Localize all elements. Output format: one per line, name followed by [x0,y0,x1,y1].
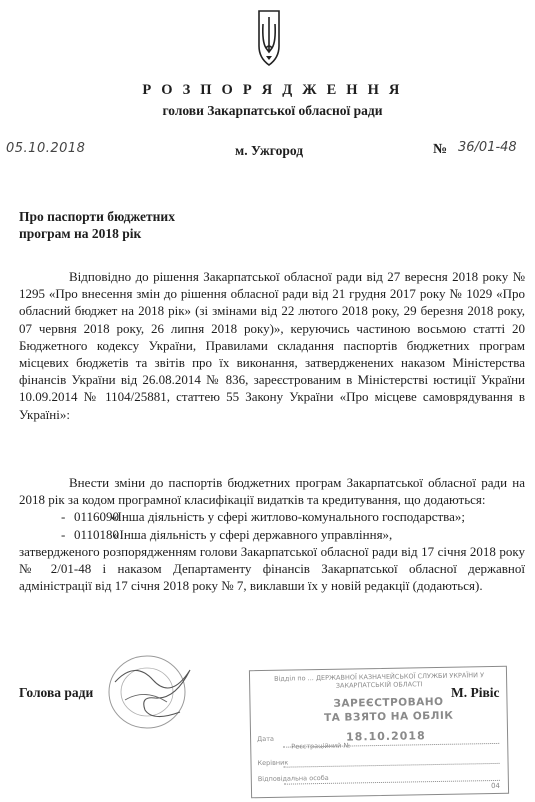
stamp-authority: Відділ по ... ДЕРЖАВНОЇ КАЗНАЧЕЙСЬКОЇ СЛУЖБИ УКРАЇНИ У ЗАКАРПАТСЬКІЙ ОБЛАСТІ [274,671,485,690]
document-subject [19,208,175,242]
program-name: «Інша діяльність у сфері житлово-комунального господарства»; [111,509,466,525]
stamp-page-number: 04 [490,781,501,791]
subject-line-2: програм на 2018 рік [19,226,142,241]
preamble-paragraph [19,268,525,423]
program-code: 0116090 [74,509,120,525]
document-number-label: № [433,142,448,157]
stamp-head-label: Керівник [257,758,289,768]
list-dash: - [61,509,66,525]
closing-text: затвердженого розпорядженням голови Закарпатської обласної ради від 17 січня 2018 року № 2/01-48 і наказом Департаменту фінансів Закарпатської обласної державної адміністрації від 17 січня 2018 року № 7, виклавши їх у новій редакції (додаються). [19,543,525,594]
document-number: 36/01-48 [458,140,517,155]
stamp-divider [284,763,500,768]
order-intro-text: Внести зміни до паспортів бюджетних програм Закарпатської обласної ради на 2018 рік за кодом програмної класифікації видатків та кредитування, що додаються: [19,475,525,508]
stamp-date: 18.10.2018 [345,729,426,744]
document-title: Р О З П О Р Я Д Ж Е Н Н Я [142,82,403,98]
stamp-title [280,694,496,726]
trident-coat-of-arms-icon [256,8,282,68]
stamp-title-line2: ТА ВЗЯТО НА ОБЛІК [323,709,454,724]
program-code: 0110180 [74,526,120,542]
stamp-title-line1: ЗАРЕЄСТРОВАНО [333,695,444,710]
document-subtitle: голови Закарпатської обласної ради [162,103,383,118]
list-dash: - [61,526,66,542]
registration-stamp [249,666,509,798]
signatory-position: Голова ради [19,685,94,700]
handwritten-signature [95,640,225,750]
stamp-date-label: Дата [257,734,275,744]
list-item [19,526,525,543]
document-city: м. Ужгород [235,143,304,158]
program-name: «Інша діяльність у сфері державного управління», [113,526,393,542]
signatory-name: М. Рівіс [451,685,500,700]
preamble-text: Відповідно до рішення Закарпатської обласної ради від 27 вересня 2018 року № 1295 «Про внесення змін до рішення обласної ради від 21 грудня 2017 року № 1029 «Про обласний бюджет на 2018 рік» (зі змінами від 22 лютого 2018 року, 29 березня 2018 року, 07 червня 2018 року, 26 липня 2018 року)», керуючись частиною восьмою статті 20 Бюджетного кодексу України, Правилами складання паспортів бюджетних програм місцевих бюджетів та звітів про їх виконання, затвердженених наказом Міністерства фінансів України від 26.08.2014 № 836, зареєстрованим в Міністерстві юстиції України 10.09.2014 № 1104/25881, статтею 55 Закону України «Про місцеве самоврядування в Україні»: [19,269,525,422]
stamp-responsible-label: Відповідальна особа [257,773,329,784]
stamp-reg-label: Реєстраційний № [291,741,351,751]
document-date: 05.10.2018 [6,141,86,156]
order-paragraph [19,474,525,594]
list-item [19,508,525,525]
subject-line-1: Про паспорти бюджетних [19,209,175,224]
